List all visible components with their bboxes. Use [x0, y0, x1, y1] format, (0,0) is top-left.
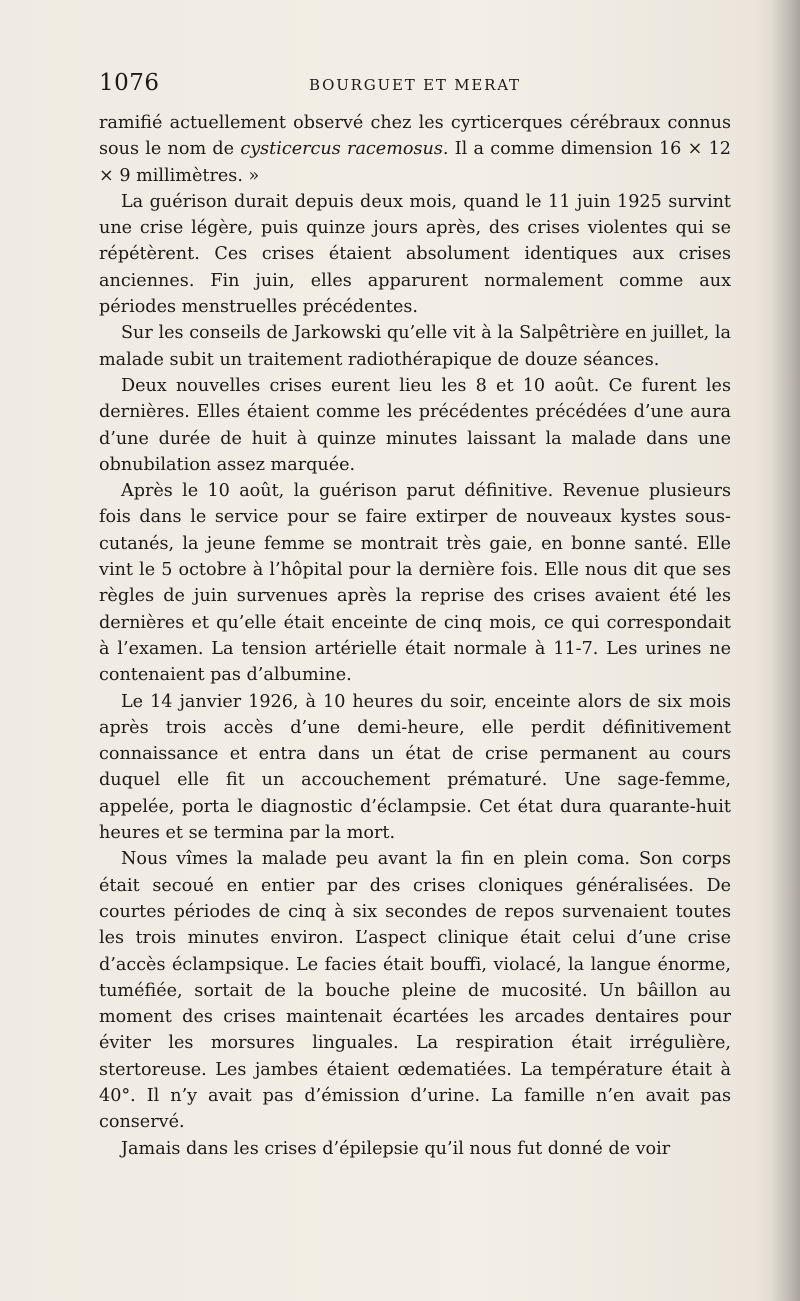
running-head-authors: BOURGUET ET MERAT [309, 76, 521, 94]
paragraph-5: Après le 10 août, la guérison parut définitive. Revenue plusieurs fois dans le service pour se faire extirper de nouveaux kystes sous-cutanés, la jeune femme se montrait très gaie, en bonne santé. Elle vint le 5 octobre à l’hôpital pour la dernière fois. Elle nous dit que ses règles de juin survenues après la reprise des crises avaient été les dernières et qu’elle était enceinte de cinq mois, ce qui correspondait à l’examen. La tension artérielle était normale à 11-7. Les urines ne contenaient pas d’albumine. [99, 481, 731, 686]
paragraph-4: Deux nouvelles crises eurent lieu les 8 et 10 août. Ce furent les dernières. Elles étaient comme les précédentes précédées d’une aura d’une durée de huit à quinze minutes laissant la malade dans une obnubilation assez marquée. [99, 375, 731, 475]
body-text [99, 110, 731, 1162]
page-gutter-shadow [770, 0, 800, 1301]
page-number: 1076 [99, 70, 160, 96]
paragraph-3: Sur les conseils de Jarkowski qu’elle vit à la Salpêtrière en juillet, la malade subit un traitement radiothérapique de douze séances. [99, 323, 731, 370]
running-header [99, 70, 731, 100]
paragraph-8: Jamais dans les crises d’épilepsie qu’il nous fut donné de voir [121, 1138, 671, 1159]
paragraph-7: Nous vîmes la malade peu avant la fin en plein coma. Son corps était secoué en entier par des crises cloniques généralisées. De courtes périodes de cinq à six secondes de repos survenaient toutes les trois minutes environ. L’aspect clinique était celui d’une crise d’accès éclampsique. Le facies était bouffi, violacé, la langue énorme, tuméfiée, sortait de la bouche pleine de mucosité. Un bâillon au moment des crises maintenait écartées les arcades dentaires pour éviter les morsures linguales. La respiration était irrégulière, stertoreuse. Les jambes étaient œdematiées. La température était à 40°. Il n’y avait pas d’émission d’urine. La famille n’en avait pas conservé. [99, 849, 731, 1133]
paragraph-1: ramifié actuellement observé chez les cyrticerques cérébraux connus sous le nom de cysticercus racemosus. Il a comme dimension 16 × 12 × 9 millimètres. » [99, 113, 731, 186]
paragraph-6: Le 14 janvier 1926, à 10 heures du soir, enceinte alors de six mois après trois accès d’une demi-heure, elle perdit définitivement connaissance et entra dans un état de crise permanent au cours duquel elle fit un accouchement prématuré. Une sage-femme, appelée, porta le diagnostic d’éclampsie. Cet état dura quarante-huit heures et se termina par la mort. [99, 691, 731, 844]
paragraph-2: La guérison durait depuis deux mois, quand le 11 juin 1925 survint une crise légère, puis quinze jours après, des crises violentes qui se répétèrent. Ces crises étaient absolument identiques aux crises anciennes. Fin juin, elles apparurent normalement comme aux périodes menstruelles précédentes. [99, 191, 731, 318]
italic-term: cysticercus racemosus [240, 139, 443, 160]
